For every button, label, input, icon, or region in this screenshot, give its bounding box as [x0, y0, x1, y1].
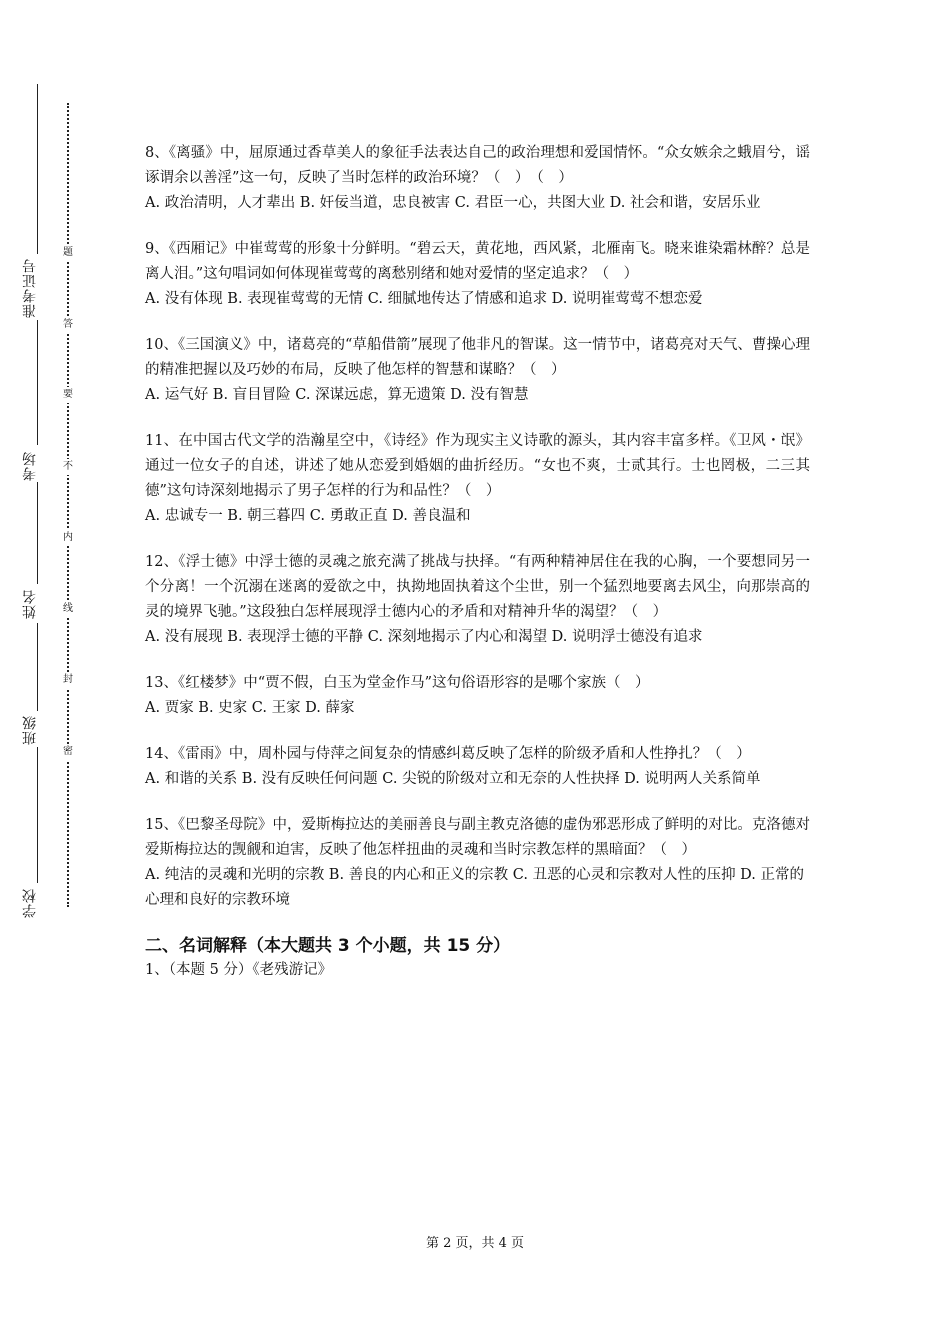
- seal-char: 内: [60, 530, 76, 546]
- seal-dotted-line: [67, 103, 69, 907]
- question-stem: 12、《浮士德》中浮士德的灵魂之旅充满了挑战与抉择。“有两种精神居住在我的心胸，一个要想同另一个分离！一个沉溺在迷离的爱欲之中，执拗地固执着这个尘世，别一个猛烈地要离去风尘，向那崇高的灵的境界飞驰。”这段独白怎样展现浮士德内心的矛盾和对精神升华的渴望？（ ）: [145, 554, 810, 620]
- question-13: [145, 671, 810, 721]
- question-options: A. 没有体现 B. 表现崔莺莺的无情 C. 细腻地传达了情感和追求 D. 说明崔莺莺不想恋爱: [145, 291, 703, 307]
- seal-char: 题: [60, 245, 76, 261]
- question-stem: 15、《巴黎圣母院》中，爱斯梅拉达的美丽善良与副主教克洛德的虚伪邪恶形成了鲜明的对比。克洛德对爱斯梅拉达的觊觎和迫害，反映了他怎样扭曲的灵魂和当时宗教怎样的黑暗面？（ ）: [145, 817, 810, 858]
- side-field-name: 姓名: [22, 589, 38, 619]
- seal-char: 封: [60, 672, 76, 688]
- class-blank-line: [37, 623, 38, 711]
- question-stem: 14、《雷雨》中，周朴园与侍萍之间复杂的情感纠葛反映了怎样的阶级矛盾和人性挣扎？（ ）: [145, 746, 751, 762]
- question-stem: 13、《红楼梦》中“贾不假，白玉为堂金作马”这句俗语形容的是哪个家族（ ）: [145, 675, 650, 691]
- section-2-item-1: 1、（本题 5 分）《老残游记》: [145, 962, 333, 978]
- section-2-title: 二、名词解释（本大题共 3 个小题，共 15 分）: [145, 936, 511, 956]
- question-options: A. 运气好 B. 盲目冒险 C. 深谋远虑，算无遗策 D. 没有智慧: [145, 387, 529, 403]
- question-options: A. 没有展现 B. 表现浮士德的平静 C. 深刻地揭示了内心和渴望 D. 说明浮士德没有追求: [145, 629, 703, 645]
- question-options: A. 纯洁的灵魂和光明的宗教 B. 善良的内心和正义的宗教 C. 丑恶的心灵和宗教对人性的压抑 D. 正常的心理和良好的宗教环境: [145, 867, 805, 908]
- question-15: [145, 813, 810, 913]
- question-options: A. 忠诚专一 B. 朝三暮四 C. 勇敢正直 D. 善良温和: [145, 508, 471, 524]
- question-stem: 10、《三国演义》中，诸葛亮的“草船借箭”展现了他非凡的智谋。这一情节中，诸葛亮对天气、曹操心理的精准把握以及巧妙的布局，反映了他怎样的智慧和谋略？（ ）: [145, 337, 810, 378]
- seal-char: 不: [60, 459, 76, 475]
- seal-char: 线: [60, 601, 76, 617]
- side-field-class: 班级: [22, 715, 38, 745]
- exam-id-blank-line: [37, 84, 38, 254]
- question-stem: 9、《西厢记》中崔莺莺的形象十分鲜明。“碧云天，黄花地，西风紧，北雁南飞。晓来谁染霜林醉？总是离人泪。”这句唱词如何体现崔莺莺的离愁别绪和她对爱情的坚定追求？（ ）: [145, 241, 810, 282]
- side-field-school: 学校: [22, 888, 38, 918]
- question-11: [145, 429, 810, 529]
- question-stem: 11、在中国古代文学的浩瀚星空中，《诗经》作为现实主义诗歌的源头，其内容丰富多样。《卫风・氓》通过一位女子的自述，讲述了她从恋爱到婚姻的曲折经历。“女也不爽，士贰其行。士也罔极，二三其德”这句诗深刻地揭示了男子怎样的行为和品性？（ ）: [145, 433, 810, 499]
- seal-char: 答: [60, 317, 76, 333]
- question-options: A. 政治清明，人才辈出 B. 奸佞当道，忠良被害 C. 君臣一心，共图大业 D. 社会和谐，安居乐业: [145, 195, 761, 211]
- name-blank-line: [37, 482, 38, 584]
- question-9: [145, 237, 810, 312]
- exam-room-blank-line: [37, 320, 38, 445]
- side-field-exam-room: 考场: [22, 451, 38, 481]
- question-options: A. 贾家 B. 史家 C. 王家 D. 薛家: [145, 700, 355, 716]
- question-list: [145, 141, 810, 983]
- question-12: [145, 550, 810, 650]
- question-14: [145, 742, 810, 792]
- question-stem: 8、《离骚》中，屈原通过香草美人的象征手法表达自己的政治理想和爱国情怀。“众女嫉余之蛾眉兮，谣诼谓余以善淫”这一句，反映了当时怎样的政治环境？（ ） （ ）: [145, 145, 810, 186]
- seal-char: 密: [60, 744, 76, 760]
- question-options: A. 和谐的关系 B. 没有反映任何问题 C. 尖锐的阶级对立和无奈的人性抉择 D. 说明两人关系简单: [145, 771, 761, 787]
- side-field-exam-id: 准考证号: [22, 258, 38, 318]
- question-10: [145, 333, 810, 408]
- question-8: [145, 141, 810, 216]
- seal-char: 要: [60, 387, 76, 403]
- page-number: 第 2 页，共 4 页: [425, 1236, 525, 1251]
- school-blank-line: [37, 747, 38, 883]
